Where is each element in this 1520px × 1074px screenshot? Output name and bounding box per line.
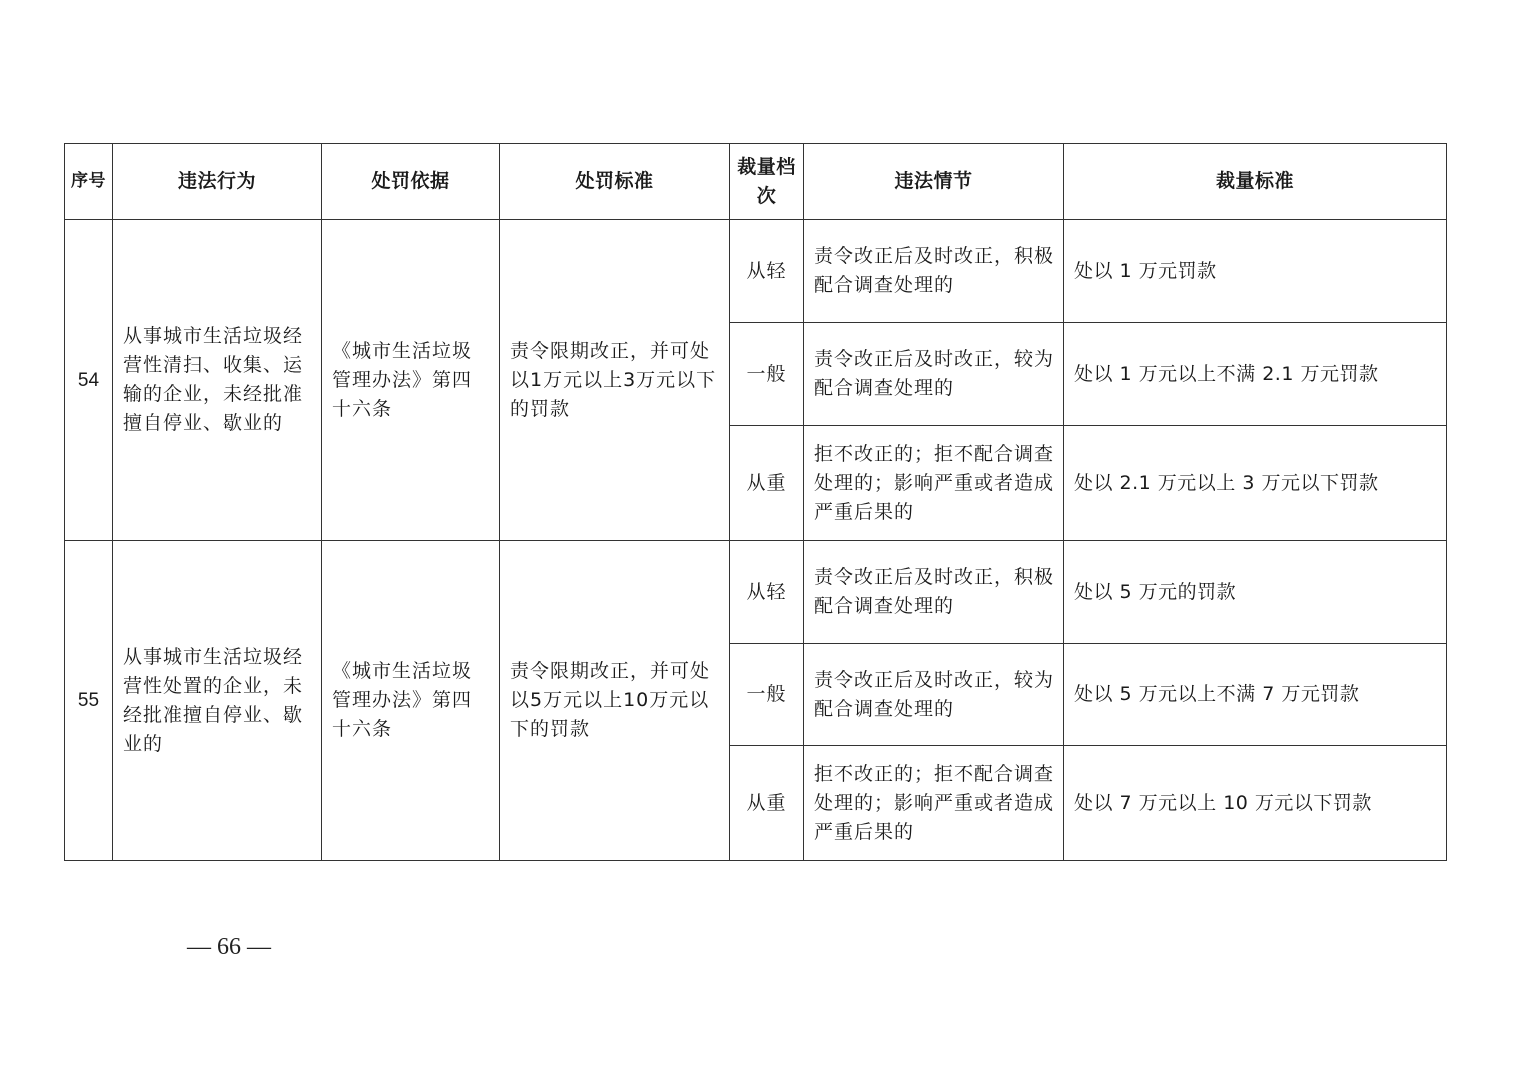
- standard-cell: 责令限期改正，并可处以5万元以上10万元以下的罚款: [500, 541, 730, 861]
- circumstance-cell: 拒不改正的；拒不配合调查处理的；影响严重或者造成严重后果的: [804, 426, 1064, 541]
- discretion-cell: 处以 2.1 万元以上 3 万元以下罚款: [1064, 426, 1447, 541]
- penalty-discretion-table: [64, 143, 1447, 861]
- seq-cell: 55: [65, 541, 113, 861]
- header-circumstance: 违法情节: [804, 144, 1064, 220]
- circumstance-cell: 责令改正后及时改正，较为配合调查处理的: [804, 323, 1064, 426]
- basis-cell: 《城市生活垃圾管理办法》第四十六条: [322, 541, 500, 861]
- table-row: [65, 541, 1447, 644]
- header-basis: 处罚依据: [322, 144, 500, 220]
- level-cell: 从轻: [730, 541, 804, 644]
- circumstance-cell: 拒不改正的；拒不配合调查处理的；影响严重或者造成严重后果的: [804, 746, 1064, 861]
- header-level: 裁量档次: [730, 144, 804, 220]
- discretion-cell: 处以 5 万元的罚款: [1064, 541, 1447, 644]
- seq-cell: 54: [65, 220, 113, 541]
- level-cell: 从轻: [730, 220, 804, 323]
- discretion-cell: 处以 7 万元以上 10 万元以下罚款: [1064, 746, 1447, 861]
- table-header-row: [65, 144, 1447, 220]
- header-seq: 序号: [65, 144, 113, 220]
- discretion-cell: 处以 1 万元以上不满 2.1 万元罚款: [1064, 323, 1447, 426]
- header-standard: 处罚标准: [500, 144, 730, 220]
- behavior-cell: 从事城市生活垃圾经营性处置的企业，未经批准擅自停业、歇业的: [113, 541, 322, 861]
- header-behavior: 违法行为: [113, 144, 322, 220]
- level-cell: 从重: [730, 426, 804, 541]
- basis-cell: 《城市生活垃圾管理办法》第四十六条: [322, 220, 500, 541]
- circumstance-cell: 责令改正后及时改正，较为配合调查处理的: [804, 644, 1064, 746]
- behavior-cell: 从事城市生活垃圾经营性清扫、收集、运输的企业，未经批准擅自停业、歇业的: [113, 220, 322, 541]
- discretion-cell: 处以 1 万元罚款: [1064, 220, 1447, 323]
- level-cell: 一般: [730, 644, 804, 746]
- table-row: [65, 220, 1447, 323]
- page-number: — 66 —: [187, 934, 271, 960]
- circumstance-cell: 责令改正后及时改正，积极配合调查处理的: [804, 541, 1064, 644]
- level-cell: 从重: [730, 746, 804, 861]
- circumstance-cell: 责令改正后及时改正，积极配合调查处理的: [804, 220, 1064, 323]
- discretion-cell: 处以 5 万元以上不满 7 万元罚款: [1064, 644, 1447, 746]
- standard-cell: 责令限期改正，并可处以1万元以上3万元以下的罚款: [500, 220, 730, 541]
- header-discretion: 裁量标准: [1064, 144, 1447, 220]
- level-cell: 一般: [730, 323, 804, 426]
